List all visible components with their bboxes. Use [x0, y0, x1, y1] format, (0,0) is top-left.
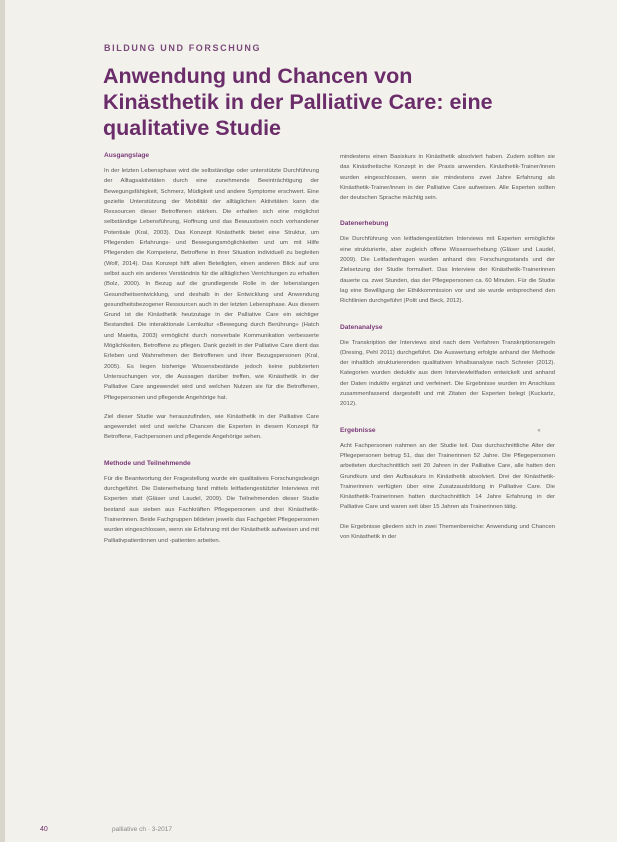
paragraph-ergebnisse: Acht Fachpersonen nahmen an der Studie teil. Das durchschnittliche Alter der Pflegepersonen betrug 51, das der Trainerinnen 52 Jahre. Die Pflegepersonen arbeiteten durchschnittlich seit 20 Jahren in der Palliative Care, alle hatten den Grundkurs und den Aufbaukurs in Kinästhetik absolviert. Drei der Kinästhetik-Trainerinnen verfügten über eine Zusatzausbildung in Palliative Care. Die Kinästhetik-Trainerinnen hatten durchschnittlich 14 Jahre Erfahrung in der Palliative Care und waren seit über 15 Jahren als Trainerinnen tätig. [340, 442, 555, 511]
continuation-mark: « [537, 427, 541, 434]
right-column [340, 152, 555, 551]
paragraph-methode: Für die Beantwortung der Fragestellung wurde ein qualitatives Forschungsdesign durchgeführt. Die Datenerhebung fand mittels leitfadengestützter Interviews mit Experten statt (Gläser und Laudel, 2009). Die Teilnehmenden dieser Studie bestand aus sieben aus Fachkräften Pflegepersonen und drei Kinästhetik-Trainerinnen. Beide Fachgruppen bildeten jeweils das Fachgebiet Pflegepersonen wurden eingeschlossen, wenn sie Erfahrung mit der Kinästhetik aufweisen und mit Palliativpatientinnen und -patienten arbeiten. [104, 475, 319, 544]
heading-ergebnisse [340, 427, 555, 434]
paragraph-ziel: Ziel dieser Studie war herauszufinden, wie Kinästhetik in der Palliative Care angewendet wird und welche Chancen die Experten in diesem Konzept für Betroffene, Fachpersonen und pflegende Angehörige sehen. [104, 413, 319, 441]
article-title: Anwendung und Chancen von Kinästhetik in der Palliative Care: eine qualitative Studie [103, 64, 493, 140]
paragraph-datenanalyse: Die Transkription der Interviews sind nach dem Verfahren Transkriptionsregeln (Dresing, Pehl 2011) durchgeführt. Die Auswertung erfolgte anhand der Methode der inhaltlich strukturierenden qualitativen Inhaltsanalyse nach Schreier (2012). Kategorien wurden deduktiv aus dem Interviewleitfaden entwickelt und anhand der Daten induktiv ergänzt und verfeinert. Die Ergebnisse wurden im Anschluss zusammenfassend dargestellt und mit Zitaten der Experten belegt (Kuckartz, 2012). [340, 339, 555, 408]
paragraph-einschluss: mindestens einen Basiskurs in Kinästhetik absolviert haben. Zudem sollten sie das Kinästhetische Konzept in der Praxis anwenden. Kinästhetik-Trainer/innen wurden eingeschlossen, wenn sie mindestens zwei Jahre Erfahrung als Kinästhetik-Trainer/innen in der Palliative Care aufweisen. Alle Experten sollten der deutschen Sprache mächtig sein. [340, 154, 555, 202]
section-rubric: BILDUNG UND FORSCHUNG [104, 43, 262, 53]
left-column [104, 152, 319, 555]
heading-ergebnisse-label: Ergebnisse [340, 426, 376, 434]
journal-issue: palliative ch · 3-2017 [112, 826, 172, 833]
page-gutter-shadow [0, 0, 5, 842]
paragraph-ausgangslage: In der letzten Lebensphase wird die selbständige oder unterstützte Durchführung der Alltagsaktivitäten durch eine zunehmende Beeinträchtigung der Bewegungsfähigkeit, Schmerz, Müdigkeit und andere Symptome erschwert. Eine gezielte Unterstützung der Mobilität der alltäglichen Aktivitäten kann die Ressourcen dieser Betroffenen stärken. Die erhalten sich eine möglichst selbständige Lebensführung, Hoffnung und das Bewusstsein noch vorhandener Potentiale (Kral, 2003). Das Konzept Kinästhetik bietet eine Struktur, um Pflegenden Erfahrungs- und Bewegungsmöglichkeiten und um mit Hilfe Pflegenden die Kompetenz, Betroffene in ihrer Situation individuell zu begleiten (Wolf, 2014). Das Konzept hilft allen Beteiligten, einen anderen Blick auf uns selbst auch ein anderes Verständnis für die alltäglichen Verrichtungen zu erhalten (Bolz, 2000). In Bezug auf die grundlegende Rolle in der lebenslangen Gesundheitsentwicklung, und deshalb in der Entwicklung und Anwendung gesundheitsbezogener Ressourcen auch in der letzten Lebensphase. Aus diesem Grund ist die Kinästhetik heutzutage in der Palliative Care ein wichtiger Bestandteil. Die interaktionale Lernkultur «Bewegung durch Berührung» (Hatch und Maietta, 2003) ermöglicht durch nonverbale Kommunikation verbesserte Möglichkeiten, Betroffene zu pflegen. Dank gezielt in der Palliative Care dient das Erleben und Wahrnehmen der Betroffenen und ihrer Bezugspersonen (Kral, 2005). Es liegen bisherige Wissensbestände jedoch keine publizierten Untersuchungen vor, die Aussagen darüber treffen, wie Kinästhetik in der Palliative Care angewendet wird und welchen Nutzen sie für die Betroffenen, Pflegepersonen und pflegende Angehörige hat. [104, 168, 319, 401]
paragraph-datenerhebung: Die Durchführung von leitfadengestützten Interviews mit Experten ermöglichte eine strukturierte, aber zugleich offene Wissenserhebung (Gläser und Laudel, 2009). Die Leitfadenfragen wurden anhand des Forschungsstands und der Zielsetzung der Studie formuliert. Das Interview der Kinästhetik-Trainerinnen dauerte ca. zwei Stunden, das der Pflegepersonen ca. 60 Minuten. Für die Studie lag eine Bewilligung der Ethikkommission vor und sie wurde entsprechend den Richtlinien durchgeführt (Polit und Beck, 2012). [340, 236, 555, 305]
heading-ausgangslage: Ausgangslage [104, 152, 150, 159]
heading-methode: Methode und Teilnehmende [104, 459, 191, 467]
paragraph-ergebnisse-2: Die Ergebnisse gliedern sich in zwei Themenbereiche: Anwendung und Chancen von Kinästhetik in der [340, 523, 555, 541]
page-number: 40 [40, 826, 48, 833]
heading-datenerhebung: Datenerhebung [340, 220, 389, 228]
heading-datenanalyse: Datenanalyse [340, 323, 383, 331]
